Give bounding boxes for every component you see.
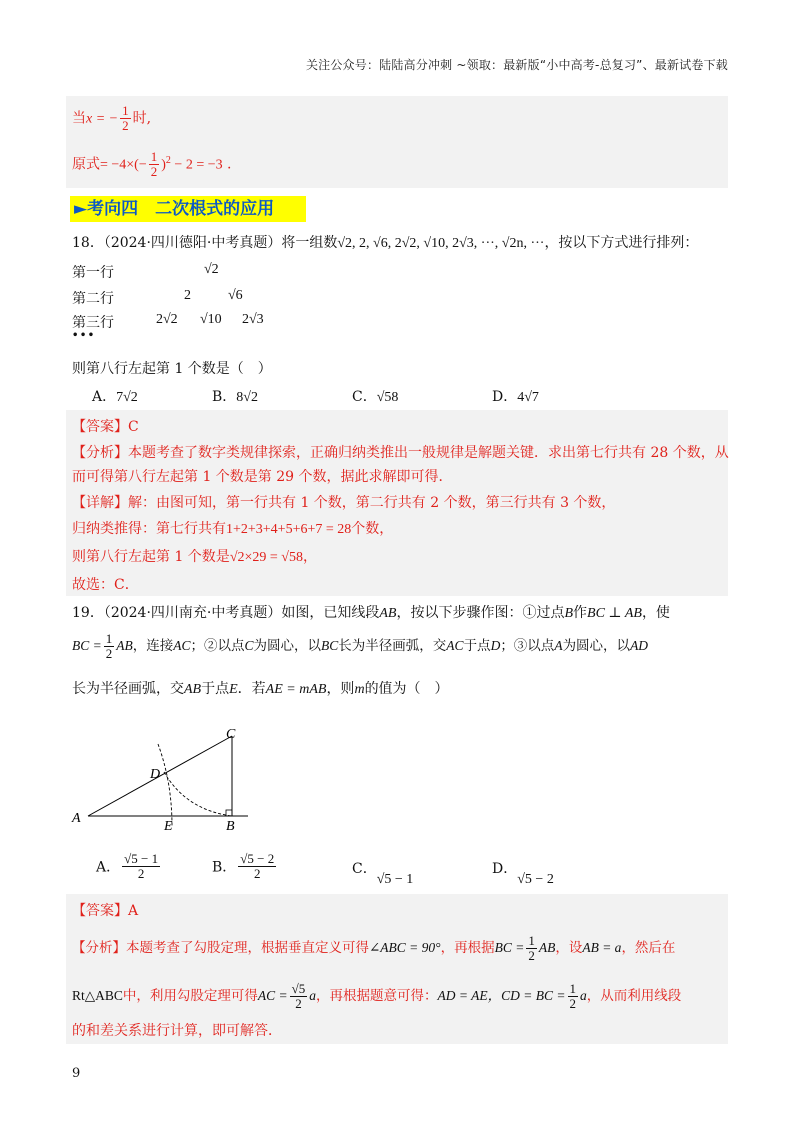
- geometry-figure: [68, 722, 268, 832]
- q18-analysis-2: 而可得第八行左起第 1 个数是第 29 个数，据此求解即可得．: [72, 469, 453, 485]
- q18-choice-d[interactable]: D．4√7: [492, 389, 539, 405]
- q18-detail-1: 【详解】解：由图可知，第一行共有 1 个数，第二行共有 2 个数，第三行共有 3 个数，: [72, 495, 616, 511]
- q19-analysis-1: 【分析】本题考查了勾股定理，根据垂直定义可得∠ABC = 90°，再根据BC = $\frac{1}{2}$ AB，设AB = a，然后在: [72, 933, 676, 963]
- arc-centered-c: [164, 772, 232, 816]
- q19-choice-c[interactable]: C．√5 − 1: [352, 861, 414, 887]
- q18-analysis-1: 【分析】本题考查了数字类规律探索，正确归纳类推出一般规律是解题关键．求出第七行共有 28 个数，从: [72, 445, 729, 461]
- q18-dots: • • •: [72, 330, 94, 341]
- q19-analysis-2: Rt△ABC中，利用勾股定理可得AC = $\frac{√5}{2}$ a，再根据题意可得：AD = AE，CD = BC = $\frac{1}{2}$ a，从而利用线段: [72, 981, 682, 1011]
- q19-answer: 【答案】A: [72, 903, 139, 919]
- label-b: B: [226, 819, 235, 832]
- label-a: A: [72, 811, 81, 826]
- q18-row-1: 第一行 √2: [72, 262, 219, 281]
- q18-answer: 【答案】C: [72, 419, 139, 435]
- right-angle-mark: [226, 810, 232, 816]
- q18-choice-b[interactable]: B．8√2: [212, 389, 258, 405]
- q18-detail-3: 则第八行左起第 1 个数是√2×29 = √58，: [72, 549, 317, 565]
- row-label: 第一行: [72, 265, 114, 281]
- label-d: D: [150, 767, 161, 782]
- q19-choice-b[interactable]: B． $\frac{√5 - 2}{2}$: [212, 851, 275, 881]
- row-label: 第三行: [72, 315, 114, 331]
- q18-row-2: 第二行 2 √6: [72, 288, 243, 307]
- q18-choice-a[interactable]: A．7√2: [92, 389, 138, 405]
- q19-analysis-3: 的和差关系进行计算，即可解答．: [72, 1023, 282, 1039]
- prev-line-1: 当x = − $\frac{1}{2}$ 时,: [72, 103, 152, 133]
- q18-row-3: 第三行 2√2 √10 2√3: [72, 312, 264, 331]
- page-header: 关注公众号：陆陆高分冲刺 ~领取：最新版“小中高考-总复习”、最新试卷下载: [305, 58, 728, 72]
- section-title: ►考向四 二次根式的应用: [70, 196, 306, 222]
- label-c: C: [226, 727, 236, 742]
- prev-line-2: 原式= −4×(− $\frac{1}{2}$ )$^2$ − 2 = −3 .: [72, 149, 232, 179]
- q19-choice-a[interactable]: A． $\frac{√5 - 1}{2}$: [96, 851, 159, 881]
- q19-stem-3: 长为半径画弧，交AB于点E．若AE = mAB，则m的值为（ ）: [72, 681, 449, 697]
- q18-choice-c[interactable]: C．√58: [352, 389, 399, 405]
- q18-conclusion: 故选：C．: [72, 577, 139, 593]
- q19-stem-2: BC = $\frac{1}{2}$ AB，连接AC；②以点C为圆心，以BC长为半径画弧，交AC于点D；③以点A为圆心，以AD: [72, 631, 649, 661]
- row-label: 第二行: [72, 291, 114, 307]
- page-number: 9: [72, 1066, 81, 1081]
- arc-centered-a: [158, 744, 172, 826]
- q18-stem: 18．（2024·四川德阳·中考真题）将一组数√2, 2, √6, 2√2, √10, 2√3, ···, √2n, ···，按以下方式进行排列：: [72, 235, 699, 251]
- q18-detail-2: 归纳类推得：第七行共有1+2+3+4+5+6+7 = 28个数，: [72, 521, 394, 537]
- q19-stem-1: 19．（2024·四川南充·中考真题）如图，已知线段AB，按以下步骤作图：①过点B作BC ⊥ AB，使: [72, 605, 670, 621]
- q19-choice-d[interactable]: D．√5 − 2: [492, 861, 554, 887]
- q18-ask: 则第八行左起第 1 个数是（ ）: [72, 361, 272, 377]
- label-e: E: [164, 819, 173, 832]
